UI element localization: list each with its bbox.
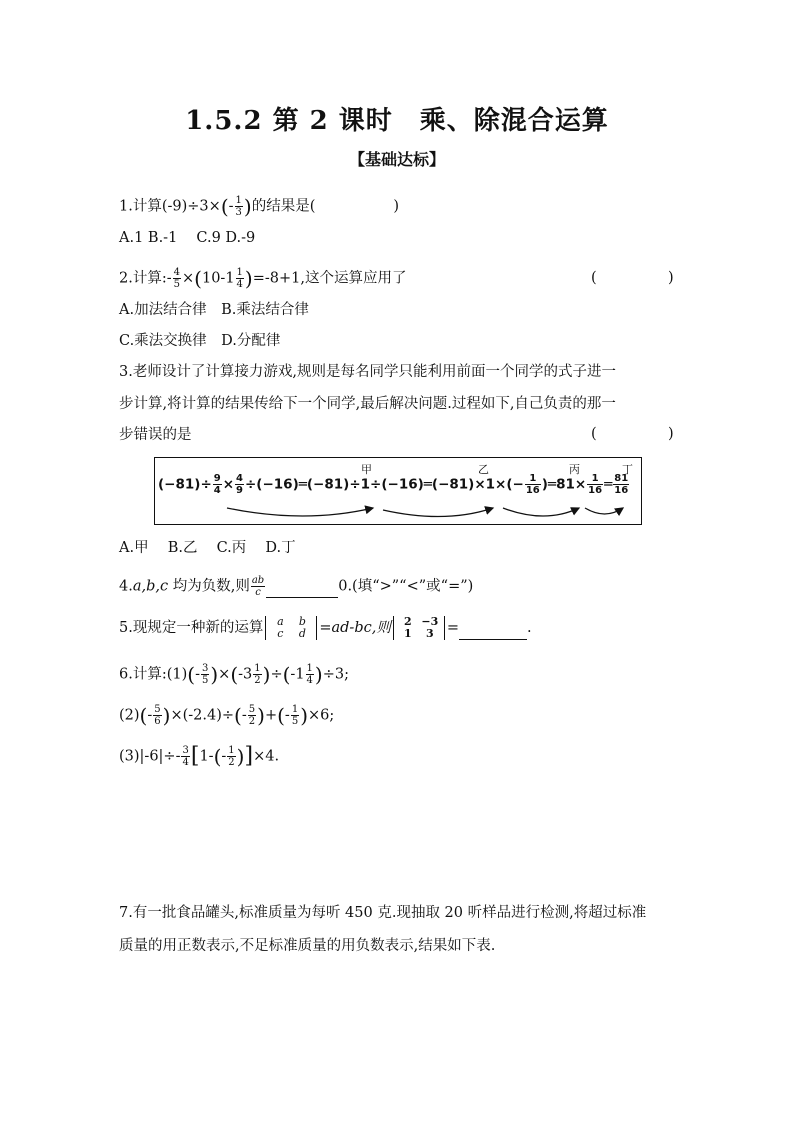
question-6-part-1: 6.计算:(1)(- $\frac{3}{5}$ )×(-3 $\frac{1}{2}$ )÷(-1 $\frac{1}{4}$ )÷3; bbox=[119, 662, 349, 687]
question-2-options-a: A.加法结合律 B.乘法结合律 bbox=[119, 302, 309, 318]
question-6-part-2: (2)(- $\frac{5}{6}$ )×(-2.4)÷(- $\frac{5}{2}$ )+(- $\frac{1}{5}$ )×6; bbox=[119, 703, 335, 728]
fraction: $\frac{ab}{c}$ bbox=[251, 575, 265, 598]
relay-expression: (−81)÷ $\frac{9}{4}$ × $\frac{4}{9}$ ÷(−16)═(−81)÷1÷(−16)═(−81)×1×(− $\frac{1}{16}$ )═81× $\frac{1}{16}$ ═ $\frac{81}{16}$ bbox=[158, 473, 629, 496]
answer-paren-open: ( bbox=[591, 270, 597, 286]
arrow-bing bbox=[503, 508, 579, 516]
arrow-ding bbox=[585, 508, 623, 514]
label-ding: 丁 bbox=[622, 463, 633, 476]
question-2: 2.计算:- $\frac{4}{5}$ ×(10-1 $\frac{1}{4}$ )=-8+1,这个运算应用了 bbox=[119, 266, 407, 291]
determinant-abcd: a b c d bbox=[265, 616, 317, 640]
label-jia: 甲 bbox=[361, 463, 372, 476]
question-3-options: A.甲 B.乙 C.丙 D.丁 bbox=[119, 540, 296, 556]
question-3-line-1: 3.老师设计了计算接力游戏,规则是每名同学只能利用前面一个同学的式子进一 bbox=[119, 364, 616, 380]
arrow-yi bbox=[383, 508, 493, 517]
question-1: 1.计算(-9)÷3×(- $\frac{1}{3}$ )的结果是( ) bbox=[119, 194, 400, 219]
question-7-line-1: 7.有一批食品罐头,标准质量为每听 450 克.现抽取 20 听样品进行检测,将超过标准 bbox=[119, 905, 647, 921]
question-4: 4.a,b,c 均为负数,则 $\frac{ab}{c}$ 0.(填“>”“<”或“=”) bbox=[119, 575, 474, 598]
arrow-jia bbox=[227, 508, 373, 516]
fraction: $\frac{4}{5}$ bbox=[173, 267, 180, 290]
page-title: 1.5.2 第 2 课时 乘、除混合运算 bbox=[185, 106, 609, 136]
answer-blank[interactable] bbox=[459, 639, 527, 640]
question-1-options: A.1 B.-1 C.9 D.-9 bbox=[119, 230, 256, 246]
question-3-line-2: 步计算,将计算的结果传给下一个同学,最后解决问题.过程如下,自己负责的那一 bbox=[119, 396, 616, 412]
relay-expression-box bbox=[154, 457, 642, 525]
question-5: 5.现规定一种新的运算 a b c d =ad-bc,则 2 −3 1 3 = . bbox=[119, 615, 532, 640]
label-yi: 乙 bbox=[478, 463, 489, 476]
answer-paren-open: ( bbox=[591, 426, 597, 442]
answer-paren-close: ) bbox=[668, 270, 674, 286]
section-heading: 【基础达标】 bbox=[348, 150, 445, 169]
question-2-options-b: C.乘法交换律 D.分配律 bbox=[119, 333, 281, 349]
label-bing: 丙 bbox=[569, 463, 580, 476]
determinant-numbers: 2 −3 1 3 bbox=[393, 616, 445, 640]
question-7-line-2: 质量的用正数表示,不足标准质量的用负数表示,结果如下表. bbox=[119, 938, 496, 954]
question-3-line-3: 步错误的是 bbox=[119, 427, 192, 443]
question-6-part-3: (3)|-6|÷- $\frac{3}{4}$ [1-(- $\frac{1}{2}$ )]×4. bbox=[119, 743, 280, 769]
fraction: $\frac{1}{4}$ bbox=[236, 267, 243, 290]
fraction: $\frac{1}{3}$ bbox=[235, 195, 242, 218]
answer-paren-close: ) bbox=[668, 426, 674, 442]
answer-blank[interactable] bbox=[266, 597, 338, 598]
